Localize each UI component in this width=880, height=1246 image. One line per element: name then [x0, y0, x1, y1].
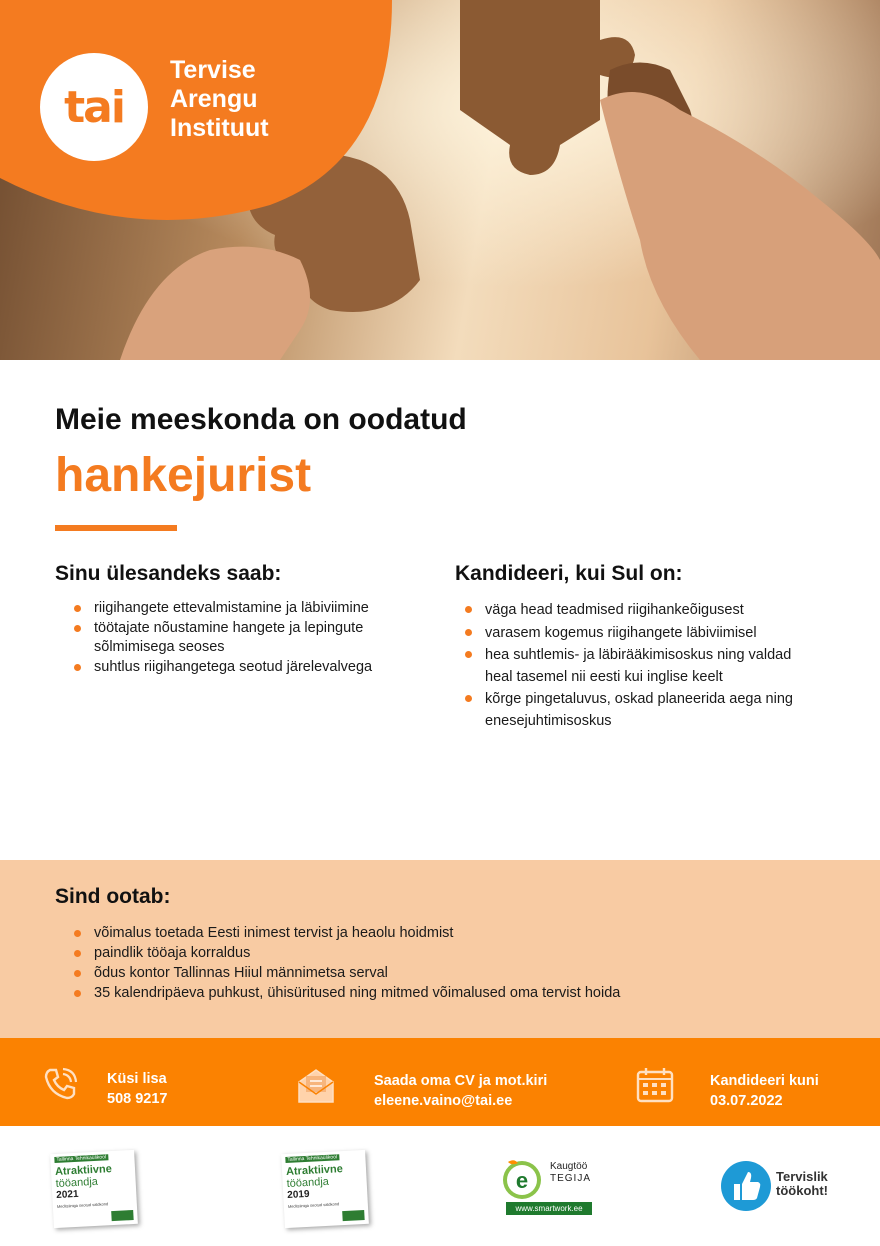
deadline-date: 03.07.2022: [710, 1093, 783, 1109]
org-name-line: Arengu: [170, 85, 258, 113]
badge-line2: tööandja: [55, 1175, 99, 1190]
phone-number[interactable]: 508 9217: [107, 1091, 168, 1107]
offer-heading: Sind ootab:: [55, 885, 171, 908]
badge-flag: [342, 1210, 364, 1221]
thumbs-up-icon: [720, 1160, 772, 1212]
badge-fine-print: Meditsiiniga seotud valdkond: [287, 1201, 340, 1209]
badge-year: 2019: [286, 1188, 310, 1201]
list-item: suhtlus riigihangetega seotud järelevalvega: [72, 658, 427, 677]
list-item: 35 kalendripäeva puhkust, ühisüritused ning mitmed võimalused oma tervist hoida: [72, 984, 832, 1003]
badge-small-text: Tallinna Tehnikaülikool: [287, 1154, 338, 1163]
list-item: varasem kogemus riigihangete läbiviimisel: [463, 623, 808, 645]
remote-work-url: www.smartwork.ee: [506, 1202, 592, 1215]
offer-list: [72, 924, 832, 1004]
svg-text:e: e: [515, 1168, 529, 1193]
organization-name: [170, 56, 269, 143]
remote-work-badge: [494, 1156, 604, 1220]
phone-label: Küsi lisa: [107, 1071, 167, 1087]
phone-contact: [107, 1069, 167, 1109]
offer-section: [0, 860, 880, 1038]
remote-work-text: [550, 1161, 591, 1185]
deadline-label: Kandideeri kuni: [710, 1073, 819, 1089]
badge-line1: Atraktiivne: [54, 1163, 113, 1179]
list-item: väga head teadmised riigihankeõigusest: [463, 600, 808, 622]
badge-small-text: Tallinna Tehnikaülikool: [56, 1154, 107, 1163]
list-item: töötajate nõustamine hangete ja lepingute sõlmimisega seoses: [72, 619, 427, 657]
tasks-heading: Sinu ülesandeks saab:: [55, 562, 282, 585]
list-item: kõrge pingetaluvus, oskad planeerida aega ning enesejuhtimisoskus: [463, 689, 808, 732]
requirements-heading: Kandideeri, kui Sul on:: [455, 562, 683, 585]
list-item: võimalus toetada Eesti inimest tervist ja heaolu hoidmist: [72, 924, 832, 943]
badge-line1: Atraktiivne: [285, 1163, 344, 1179]
logo: [40, 53, 148, 161]
mail-icon: [296, 1068, 336, 1104]
job-title: hankejurist: [55, 449, 312, 502]
deadline-contact: [710, 1071, 819, 1111]
title-underline: [55, 525, 177, 531]
list-item: riigihangete ettevalmistamine ja läbiviimine: [72, 599, 427, 618]
healthy-workplace-text: [776, 1170, 828, 1198]
attractive-employer-2019-badge: [281, 1150, 369, 1228]
hero-image: [0, 0, 880, 360]
org-name-line: Tervise: [170, 56, 256, 84]
remote-work-line2: TEGIJA: [550, 1173, 592, 1184]
badge-line2: tööandja: [286, 1175, 330, 1190]
badge-flag: [111, 1210, 133, 1221]
list-item: õdus kontor Tallinnas Hiiul männimetsa serval: [72, 964, 832, 983]
badge-year: 2021: [55, 1188, 79, 1201]
list-item: paindlik tööaja korraldus: [72, 944, 832, 963]
apple-logo-icon: [494, 1156, 550, 1202]
remote-work-line1: Kaugtöö: [550, 1161, 588, 1172]
badge-fine-print: Meditsiiniga seotud valdkond: [56, 1201, 109, 1209]
ad-intro: Meie meeskonda on oodatud: [55, 403, 467, 436]
phone-icon: [42, 1066, 78, 1102]
contact-bar: [0, 1038, 880, 1126]
requirements-list: [463, 600, 808, 733]
healthy-workplace-line2: töökoht!: [776, 1183, 828, 1198]
email-contact: [374, 1071, 547, 1111]
calendar-icon: [636, 1067, 674, 1103]
healthy-workplace-badge: [720, 1158, 845, 1218]
healthy-workplace-line1: Tervislik: [776, 1169, 828, 1184]
orange-corner-shape: [0, 0, 880, 360]
attractive-employer-2021-badge: [50, 1150, 138, 1228]
email-label: Saada oma CV ja mot.kiri: [374, 1073, 548, 1089]
org-name-line: Instituut: [170, 114, 269, 142]
email-address[interactable]: eleene.vaino@tai.ee: [374, 1093, 513, 1109]
list-item: hea suhtlemis- ja läbirääkimisoskus ning valdad heal tasemel nii eesti kui inglise keelt: [463, 645, 808, 688]
tasks-list: [72, 599, 427, 678]
logo-text: tai: [64, 81, 124, 133]
